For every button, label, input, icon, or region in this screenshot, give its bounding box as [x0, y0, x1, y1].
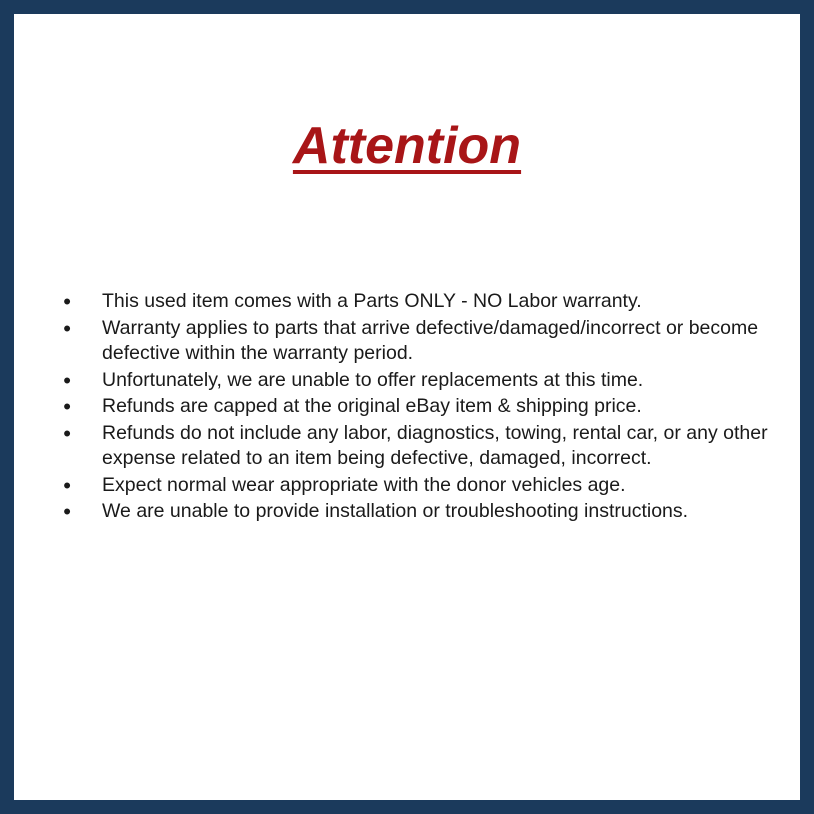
list-item [17, 394, 779, 421]
list-item [17, 368, 779, 395]
bullet-icon: • [63, 472, 71, 498]
list-item-text: Expect normal wear appropriate with the donor vehicles age. [102, 473, 626, 496]
list-item [17, 499, 779, 526]
bullet-icon: • [63, 315, 71, 341]
list-item [17, 289, 779, 316]
bullet-icon: • [63, 289, 71, 314]
list-item [17, 473, 779, 500]
bullet-icon: • [63, 394, 71, 419]
warranty-terms-list [17, 289, 779, 526]
bullet-icon: • [63, 499, 71, 524]
list-item-text: Refunds do not include any labor, diagnostics, towing, rental car, or any other expense related to an item being defective, damaged, incorrect. [102, 421, 768, 469]
list-item-text: Unfortunately, we are unable to offer replacements at this time. [102, 368, 644, 391]
notice-inner-frame [14, 14, 800, 800]
list-item [17, 316, 779, 368]
bullet-icon: • [63, 367, 71, 393]
list-item-text: Warranty applies to parts that arrive defective/damaged/incorrect or become defective within the warranty period. [102, 316, 759, 364]
list-item-text: We are unable to provide installation or troubleshooting instructions. [102, 500, 689, 522]
bullet-icon: • [63, 420, 71, 446]
list-item-text: Refunds are capped at the original eBay item & shipping price. [102, 395, 642, 417]
page-title: Attention [292, 117, 522, 175]
list-item [17, 421, 779, 473]
list-item-text: This used item comes with a Parts ONLY - NO Labor warranty. [102, 290, 642, 312]
